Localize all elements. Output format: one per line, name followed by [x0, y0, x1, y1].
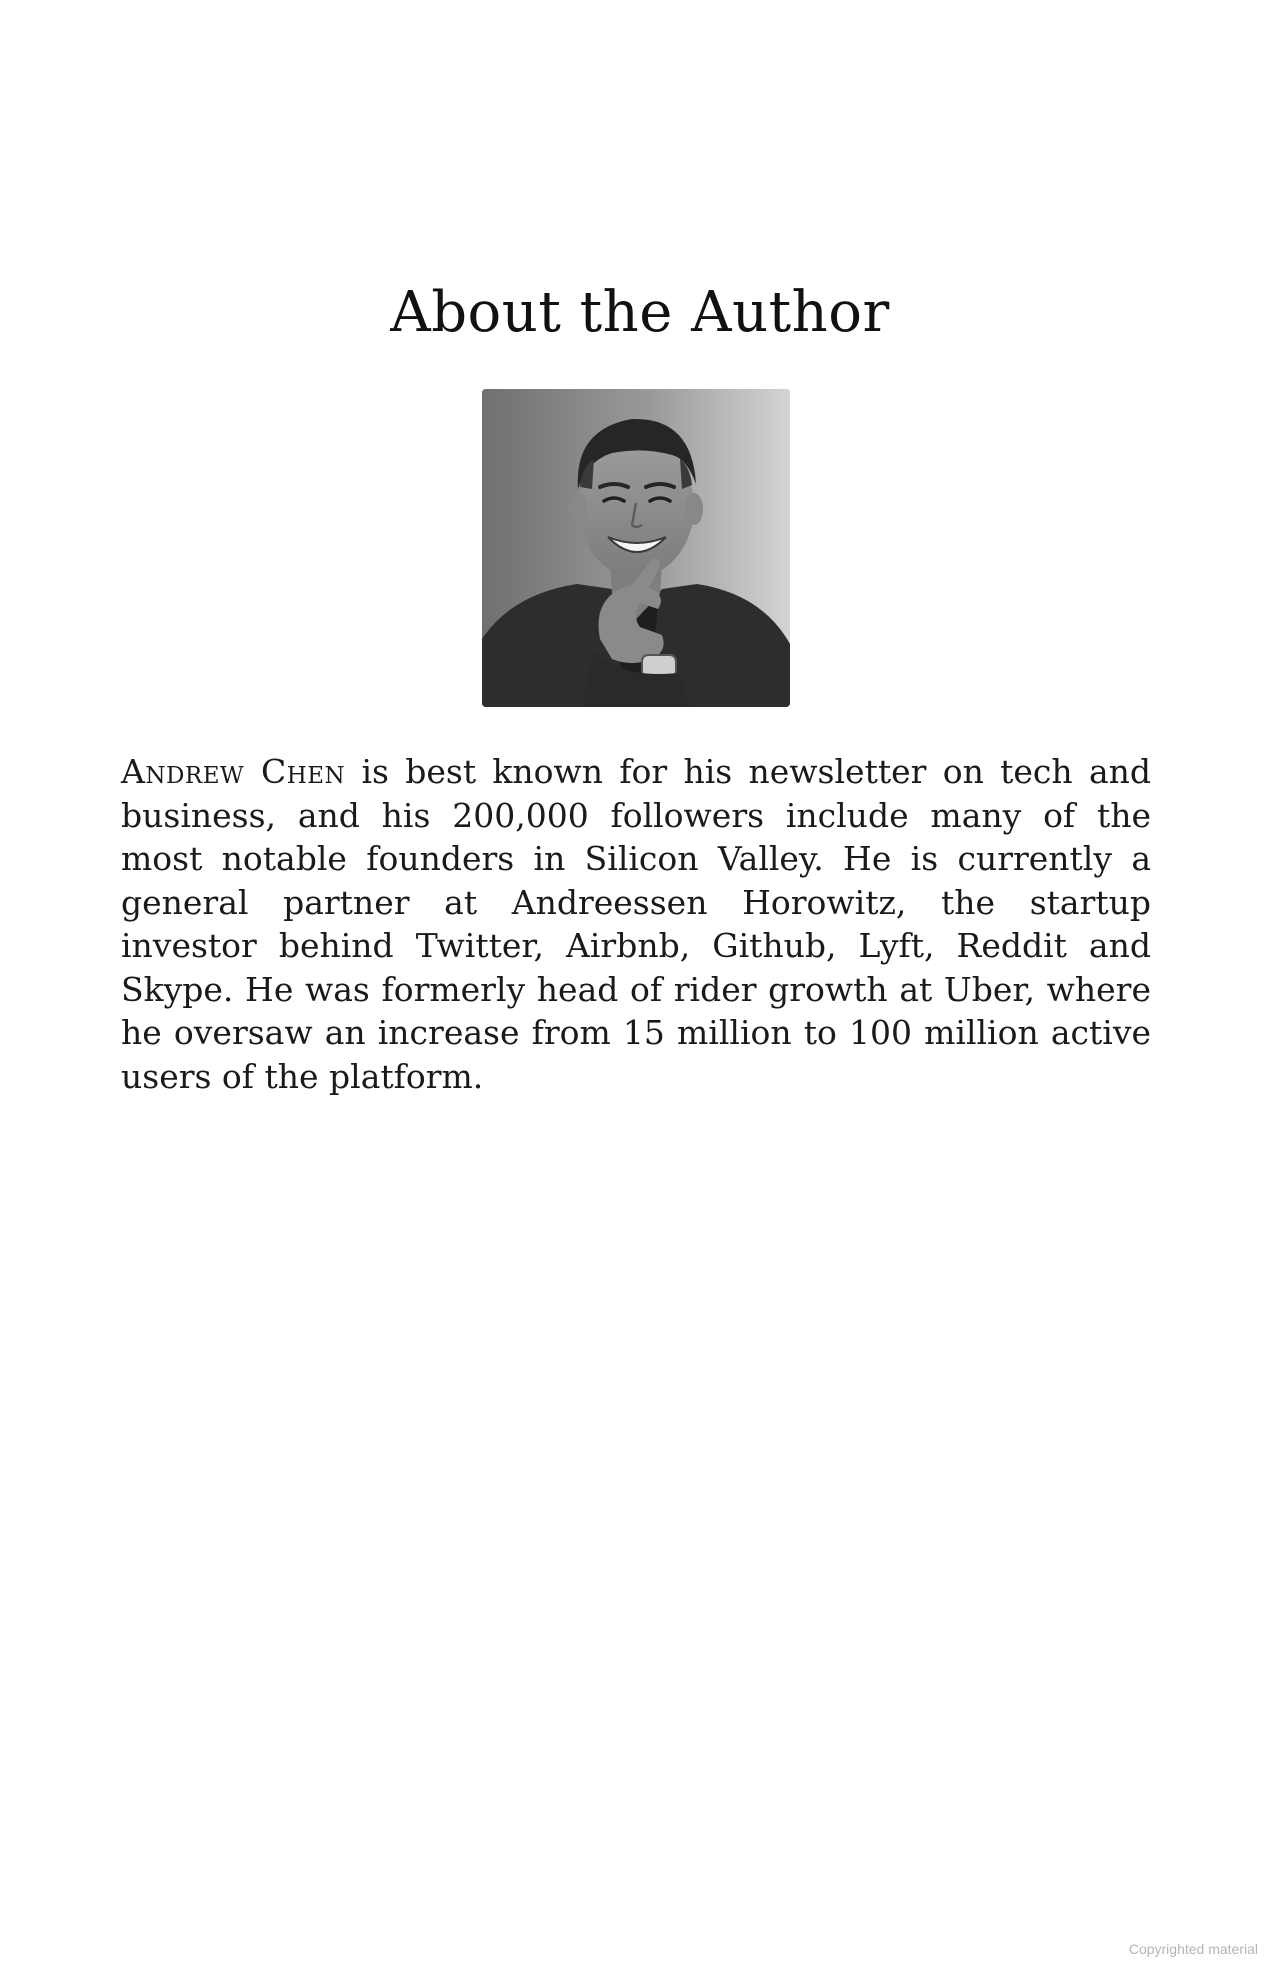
author-portrait-illustration — [482, 389, 790, 707]
author-portrait — [482, 389, 790, 707]
author-bio-text: is best known for his newsletter on tech and business, and his 200,000 followers include many of the most notable founders in Silicon Valley. He is currently a general partner at Andreessen Horowitz, the startup investor behind Twitter, Airbnb, Github, Lyft, Reddit and Skype. He was formerly head of rider growth at Uber, where he oversaw an increase from 15 million to 100 million active users of the platform. — [121, 752, 1151, 1096]
author-name: Andrew Chen — [121, 752, 346, 791]
copyright-watermark: Copyrighted material — [1128, 1941, 1258, 1957]
author-bio — [121, 750, 1151, 1098]
page-title: About the Author — [390, 280, 890, 345]
